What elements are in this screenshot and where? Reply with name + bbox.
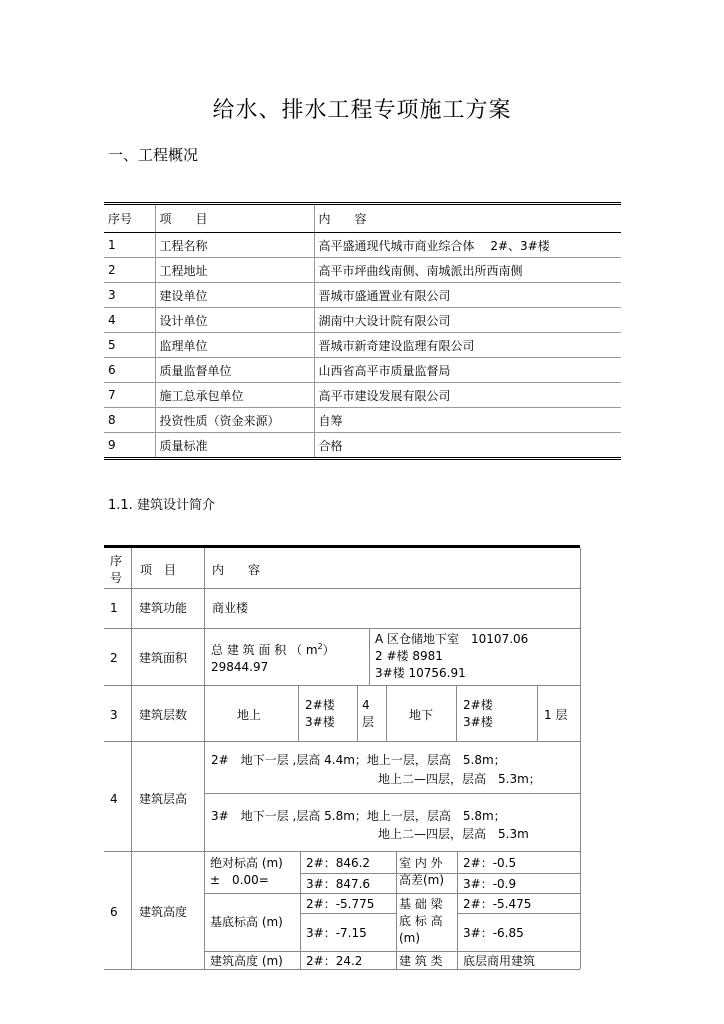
floor-height-3-upper: 地上二—四层，层高 5.3m (378, 827, 529, 841)
area-breakdown: A 区仓储地下室 10107.06 2 #楼 8981 3#楼 10756.91 (375, 632, 529, 680)
table-row (104, 433, 621, 459)
row-divider (104, 628, 580, 629)
table-top-rule (104, 545, 580, 548)
col-divider (369, 628, 370, 685)
row-no: 6 (104, 358, 155, 383)
building-height-label: 建筑高度 (m) (210, 954, 283, 968)
row-divider (104, 851, 580, 852)
header-no: 序号 (104, 204, 155, 233)
row-divider (204, 793, 580, 794)
project-overview-table (104, 202, 621, 460)
height-diff-2: 2#：-0.5 (463, 856, 517, 870)
base-elevation-3: 3#：-7.15 (306, 926, 367, 940)
row-no: 5 (104, 333, 155, 358)
above-buildings: 2#楼 3#楼 (305, 698, 335, 729)
absolute-elevation-2: 2#：846.2 (306, 856, 371, 870)
row-divider (104, 685, 580, 686)
col-divider (580, 548, 581, 969)
row-content: 山西省高平市质量监督局 (314, 358, 621, 383)
table-row (104, 233, 621, 258)
row-content: 晋城市盛通置业有限公司 (314, 283, 621, 308)
row-content: 商业楼 (212, 601, 249, 615)
absolute-elevation-3: 3#：847.6 (306, 877, 371, 891)
row-item: 建筑层数 (139, 708, 188, 722)
row-item: 设计单位 (155, 308, 314, 333)
table-row (104, 283, 621, 308)
row-divider (104, 588, 580, 589)
row-content: 晋城市新奇建设监理有限公司 (314, 333, 621, 358)
row-content: 湖南中大设计院有限公司 (314, 308, 621, 333)
section-heading-building-design: 1.1. 建筑设计简介 (108, 498, 215, 513)
height-diff-3: 3#：-0.9 (463, 877, 517, 891)
col-divider (298, 685, 299, 741)
header-item: 项 目 (155, 204, 314, 233)
row-no: 1 (104, 233, 155, 258)
table-row (104, 308, 621, 333)
col-divider (456, 685, 457, 741)
table-header-row (104, 204, 621, 233)
row-item: 工程名称 (155, 233, 314, 258)
row-content: 高平盛通现代城市商业综合体 2#、3#楼 (314, 233, 621, 258)
row-divider (300, 913, 396, 914)
row-no: 4 (110, 792, 118, 806)
row-no: 8 (104, 408, 155, 433)
col-divider (300, 851, 301, 969)
row-no: 1 (110, 601, 118, 615)
base-elevation-label: 基底标高 (m) (210, 915, 283, 929)
above-floors: 4 层 (362, 698, 375, 729)
row-item: 建筑高度 (139, 905, 188, 919)
table-row (104, 258, 621, 283)
header-content: 内 容 (212, 563, 261, 577)
row-no: 4 (104, 308, 155, 333)
row-item: 建筑层高 (139, 792, 188, 806)
below-buildings: 2#楼 3#楼 (463, 698, 493, 729)
col-divider (457, 851, 458, 969)
floor-height-3: 3# 地下一层 ,层高 5.8m；地上一层，层高 5.8m； (211, 809, 506, 823)
below-floors: 1 层 (544, 708, 568, 722)
col-divider (357, 685, 358, 741)
above-ground-label: 地上 (237, 708, 262, 722)
document-title: 给水、排水工程专项施工方案 (212, 98, 512, 123)
row-item: 质量监督单位 (155, 358, 314, 383)
col-divider (537, 685, 538, 741)
height-diff-label: 室 内 外 高差(m) (399, 856, 445, 887)
header-content: 内 容 (314, 204, 621, 233)
row-item: 监理单位 (155, 333, 314, 358)
row-item: 建筑功能 (139, 601, 188, 615)
absolute-elevation-label: 绝对标高 (m) ± 0.00= (210, 856, 283, 887)
row-divider (204, 893, 580, 894)
row-no: 2 (104, 258, 155, 283)
row-item: 工程地址 (155, 258, 314, 283)
beam-elevation-label: 基 础 梁 底 标 高 (m) (399, 897, 443, 945)
table-row (104, 333, 621, 358)
below-ground-label: 地下 (409, 708, 434, 722)
row-content: 高平市坪曲线南侧、南城派出所西南侧 (314, 258, 621, 283)
row-content: 高平市建设发展有限公司 (314, 383, 621, 408)
building-height-2: 2#：24.2 (306, 954, 363, 968)
row-no: 9 (108, 438, 116, 452)
base-elevation-2: 2#：-5.775 (306, 897, 375, 911)
row-divider (104, 741, 580, 742)
row-no: 2 (110, 651, 118, 665)
table-row (104, 383, 621, 408)
col-divider (131, 548, 132, 969)
row-no: 3 (104, 283, 155, 308)
beam-elevation-3: 3#：-6.85 (463, 926, 524, 940)
table-row (104, 358, 621, 383)
building-type-label: 建 筑 类 (399, 954, 443, 968)
beam-elevation-2: 2#：-5.475 (463, 897, 532, 911)
row-divider (204, 951, 580, 952)
row-item: 投资性质（资金来源） (155, 408, 314, 433)
row-item: 施工总承包单位 (155, 383, 314, 408)
header-no: 序 号 (110, 554, 123, 585)
row-item: 建筑面积 (139, 651, 188, 665)
row-no: 3 (110, 708, 118, 722)
total-area: 总 建 筑 面 积 （ $m^2$） 29844.97 (211, 642, 335, 674)
header-item: 项 目 (140, 563, 177, 577)
floor-height-2-upper: 地上二—四层，层高 5.3m； (378, 772, 541, 786)
floor-height-2: 2# 地下一层 ,层高 4.4m；地上一层，层高 5.8m； (211, 753, 506, 767)
row-item: 质量标准 (155, 433, 314, 459)
col-divider (204, 548, 205, 969)
row-divider (457, 913, 580, 914)
row-content: 自筹 (314, 408, 621, 433)
row-no: 6 (110, 905, 118, 919)
col-divider (396, 851, 397, 969)
section-heading-overview: 一、工程概况 (108, 146, 199, 164)
row-no: 7 (104, 383, 155, 408)
row-item: 建设单位 (155, 283, 314, 308)
row-content: 合格 (314, 433, 621, 459)
table-row (104, 408, 621, 433)
building-type-value: 底层商用建筑 (463, 954, 536, 968)
col-divider (386, 685, 387, 741)
